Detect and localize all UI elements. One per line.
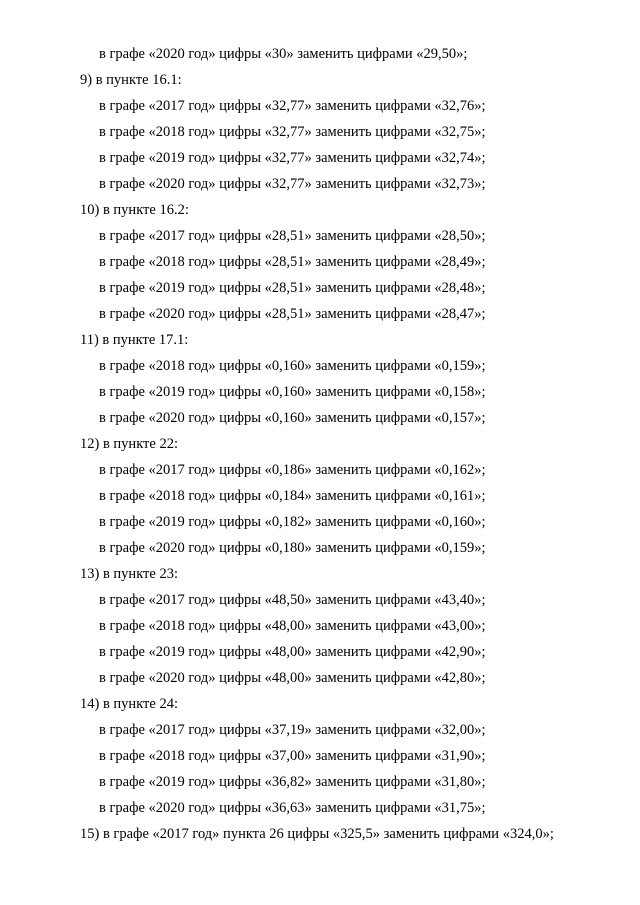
amendment-line: в графе «2017 год» цифры «48,50» заменить цифрами «43,40»; [99,592,486,608]
amendment-line: в графе «2019 год» цифры «32,77» заменить цифрами «32,74»; [99,150,486,166]
amendment-line: в графе «2018 год» цифры «0,160» заменить цифрами «0,159»; [99,358,486,374]
amendment-line: в графе «2017 год» цифры «32,77» заменить цифрами «32,76»; [99,98,486,114]
amendment-line: в графе «2020 год» цифры «0,160» заменить цифрами «0,157»; [99,410,486,426]
section-heading: 12) в пункте 22: [80,436,178,452]
amendment-line: в графе «2020 год» цифры «28,51» заменить цифрами «28,47»; [99,306,486,322]
amendment-line: в графе «2019 год» цифры «36,82» заменить цифрами «31,80»; [99,774,486,790]
amendment-line: в графе «2017 год» цифры «0,186» заменить цифрами «0,162»; [99,462,486,478]
amendment-line: в графе «2017 год» цифры «28,51» заменить цифрами «28,50»; [99,228,486,244]
amendment-line: в графе «2018 год» цифры «0,184» заменить цифрами «0,161»; [99,488,486,504]
amendment-line: в графе «2019 год» цифры «0,182» заменить цифрами «0,160»; [99,514,486,530]
amendment-line: в графе «2017 год» цифры «37,19» заменить цифрами «32,00»; [99,722,486,738]
section-heading: 10) в пункте 16.2: [80,202,189,218]
amendment-line: в графе «2018 год» цифры «48,00» заменить цифрами «43,00»; [99,618,486,634]
amendment-line: в графе «2020 год» цифры «36,63» заменить цифрами «31,75»; [99,800,486,816]
amendment-line: в графе «2019 год» цифры «0,160» заменить цифрами «0,158»; [99,384,486,400]
amendment-line: в графе «2018 год» цифры «32,77» заменить цифрами «32,75»; [99,124,486,140]
section-heading: 13) в пункте 23: [80,566,178,582]
section-heading: 14) в пункте 24: [80,696,178,712]
amendment-line: в графе «2018 год» цифры «28,51» заменить цифрами «28,49»; [99,254,486,270]
amendment-line: в графе «2020 год» цифры «0,180» заменить цифрами «0,159»; [99,540,486,556]
section-heading: 15) в графе «2017 год» пункта 26 цифры «325,5» заменить цифрами «324,0»; [80,826,554,842]
section-heading: 11) в пункте 17.1: [80,332,189,348]
amendment-line: в графе «2019 год» цифры «48,00» заменить цифрами «42,90»; [99,644,486,660]
amendment-line: в графе «2020 год» цифры «32,77» заменить цифрами «32,73»; [99,176,486,192]
amendment-line: в графе «2020 год» цифры «30» заменить цифрами «29,50»; [99,46,468,62]
amendment-line: в графе «2019 год» цифры «28,51» заменить цифрами «28,48»; [99,280,486,296]
amendment-line: в графе «2020 год» цифры «48,00» заменить цифрами «42,80»; [99,670,486,686]
amendment-line: в графе «2018 год» цифры «37,00» заменить цифрами «31,90»; [99,748,486,764]
section-heading: 9) в пункте 16.1: [80,72,182,88]
